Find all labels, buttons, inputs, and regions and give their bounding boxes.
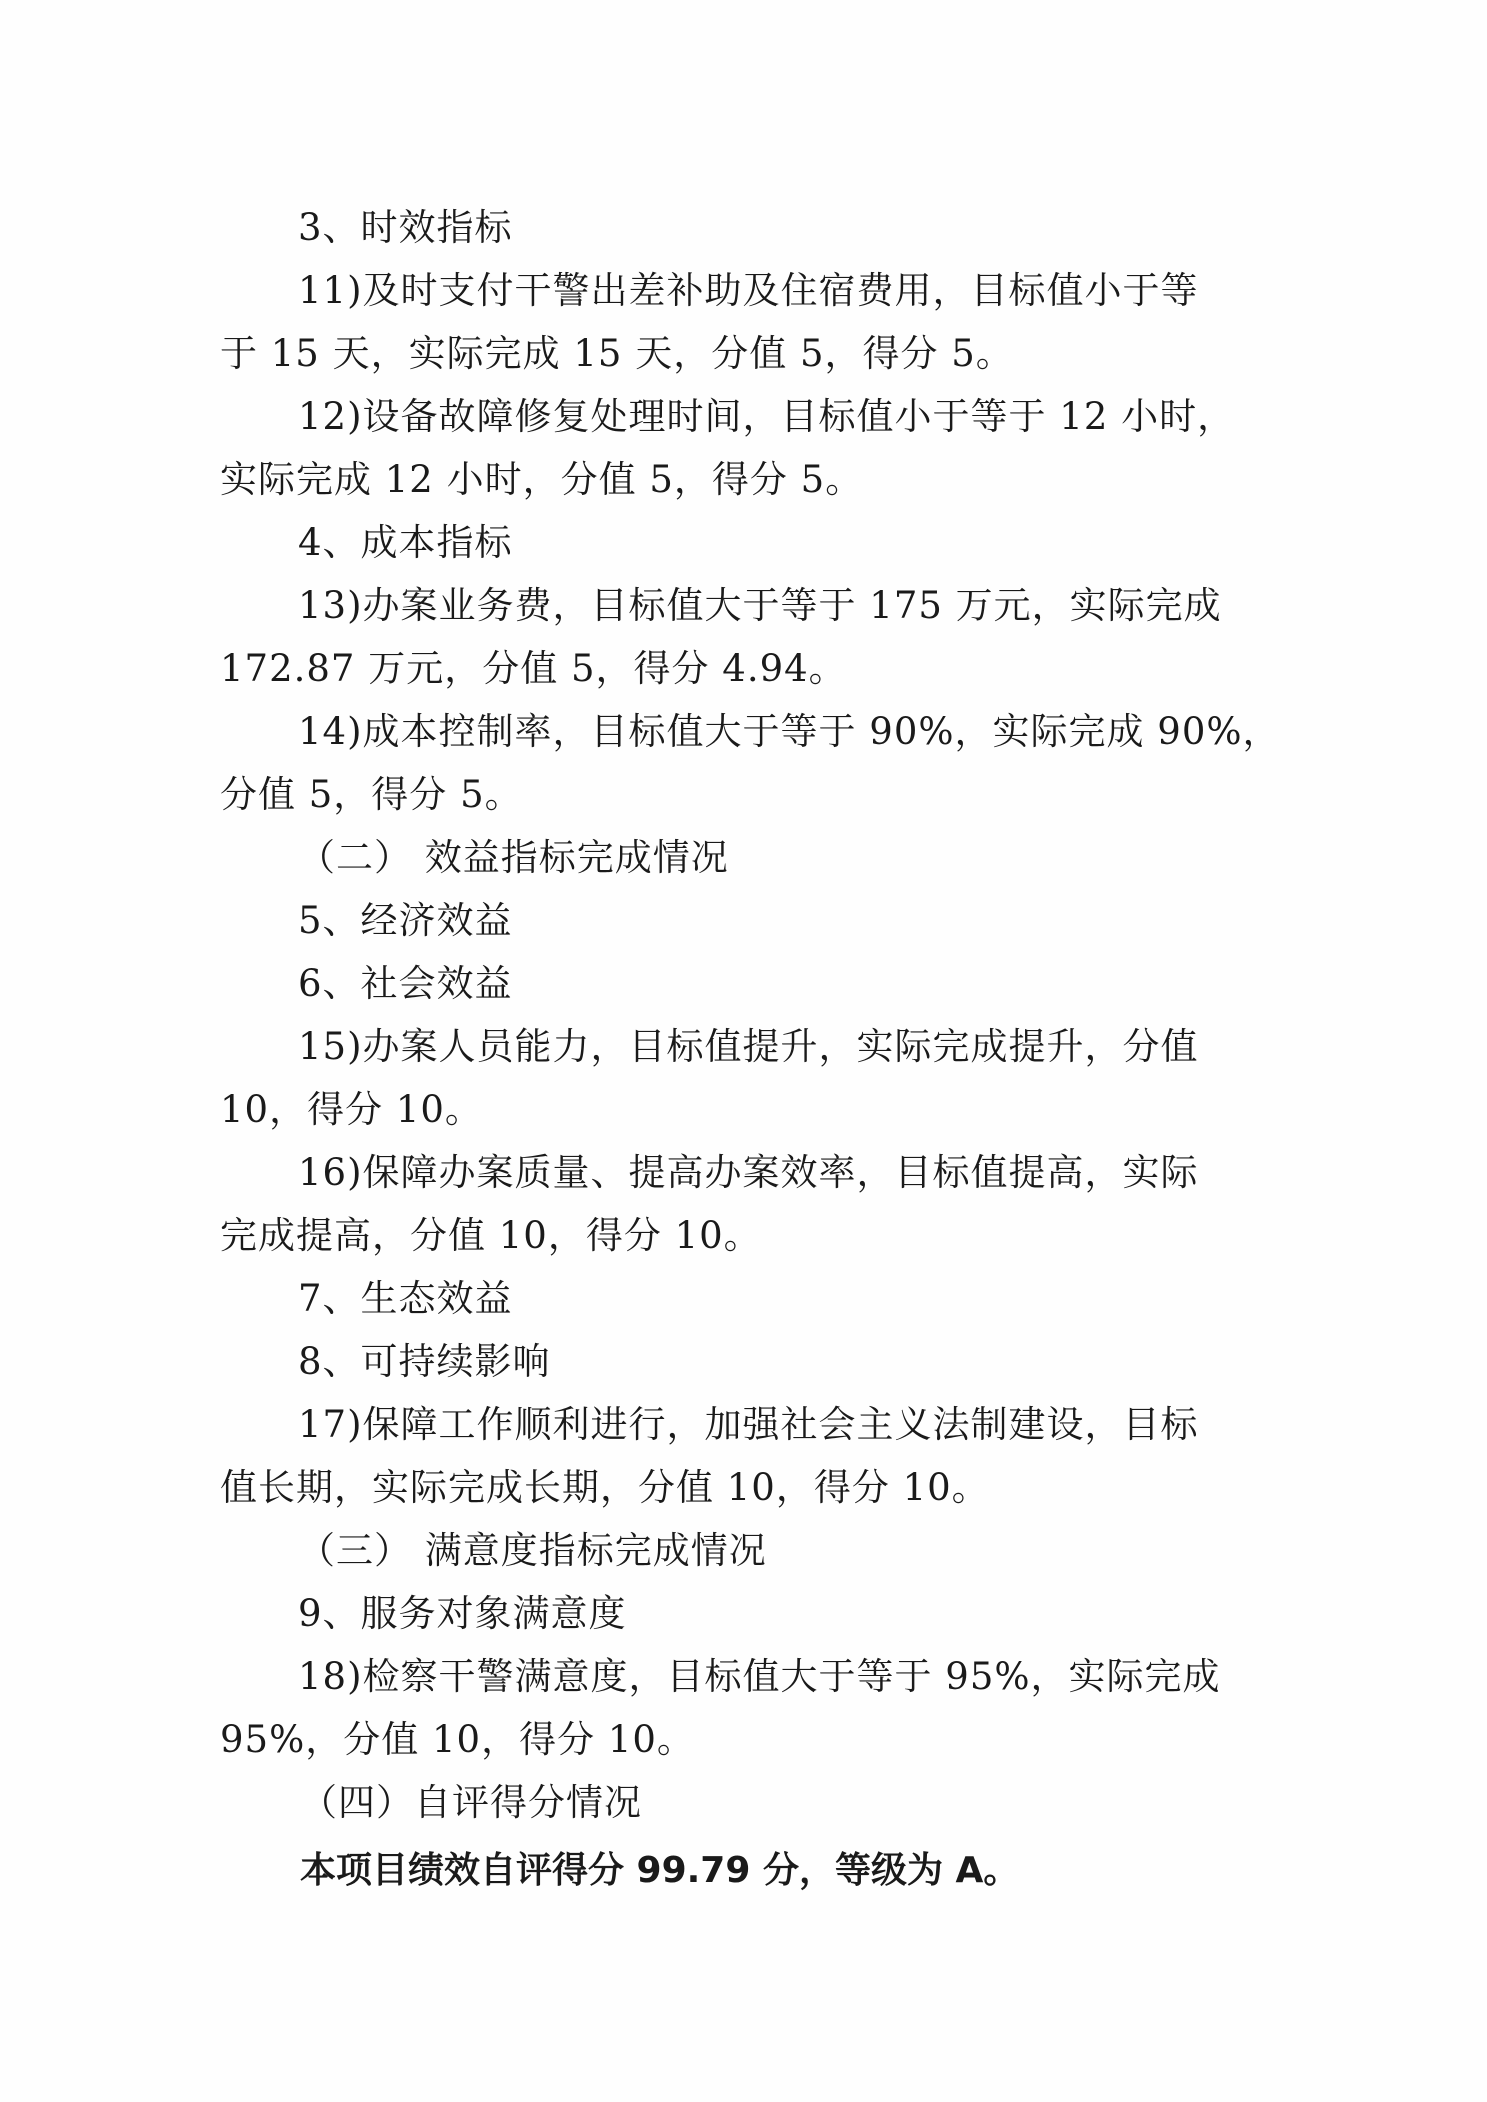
item-12-line-1: 12)设备故障修复处理时间，目标值小于等于 12 小时，	[298, 395, 1236, 438]
item-11-line-1: 11)及时支付干警出差补助及住宿费用，目标值小于等	[298, 269, 1199, 312]
subheading-social-benefit: 6、社会效益	[298, 962, 513, 1005]
item-17-line-2: 值长期，实际完成长期，分值 10，得分 10。	[220, 1466, 990, 1509]
item-14-line-1: 14)成本控制率，目标值大于等于 90%，实际完成 90%，	[298, 710, 1281, 753]
item-15-line-1: 15)办案人员能力，目标值提升，实际完成提升，分值	[298, 1025, 1199, 1068]
section-heading-satisfaction: （三） 满意度指标完成情况	[298, 1529, 767, 1572]
item-18-line-2: 95%，分值 10，得分 10。	[220, 1718, 695, 1761]
subheading-sustainable-impact: 8、可持续影响	[298, 1340, 551, 1383]
section-heading-timeliness: 3、时效指标	[298, 206, 513, 249]
self-evaluation-summary: 本项目绩效自评得分 99.79 分，等级为 A。	[300, 1850, 1020, 1891]
item-16-line-2: 完成提高，分值 10，得分 10。	[220, 1214, 762, 1257]
item-17-line-1: 17)保障工作顺利进行，加强社会主义法制建设，目标	[298, 1403, 1199, 1446]
section-heading-cost: 4、成本指标	[298, 521, 513, 564]
item-12-line-2: 实际完成 12 小时，分值 5，得分 5。	[220, 458, 864, 501]
document-body	[220, 196, 1281, 1904]
item-15-line-2: 10，得分 10。	[220, 1088, 483, 1131]
item-13-line-1: 13)办案业务费，目标值大于等于 175 万元，实际完成	[298, 584, 1222, 627]
item-14-line-2: 分值 5，得分 5。	[220, 773, 523, 816]
item-11-line-2: 于 15 天，实际完成 15 天，分值 5，得分 5。	[220, 332, 1014, 375]
section-heading-self-evaluation: （四）自评得分情况	[300, 1781, 642, 1824]
subheading-ecological-benefit: 7、生态效益	[298, 1277, 513, 1320]
subheading-service-satisfaction: 9、服务对象满意度	[298, 1592, 627, 1635]
item-13-line-2: 172.87 万元，分值 5，得分 4.94。	[220, 647, 847, 690]
subheading-economic-benefit: 5、经济效益	[298, 899, 513, 942]
item-18-line-1: 18)检察干警满意度，目标值大于等于 95%，实际完成	[298, 1655, 1221, 1698]
section-heading-benefit: （二） 效益指标完成情况	[298, 836, 729, 879]
item-16-line-1: 16)保障办案质量、提高办案效率，目标值提高，实际	[298, 1151, 1199, 1194]
